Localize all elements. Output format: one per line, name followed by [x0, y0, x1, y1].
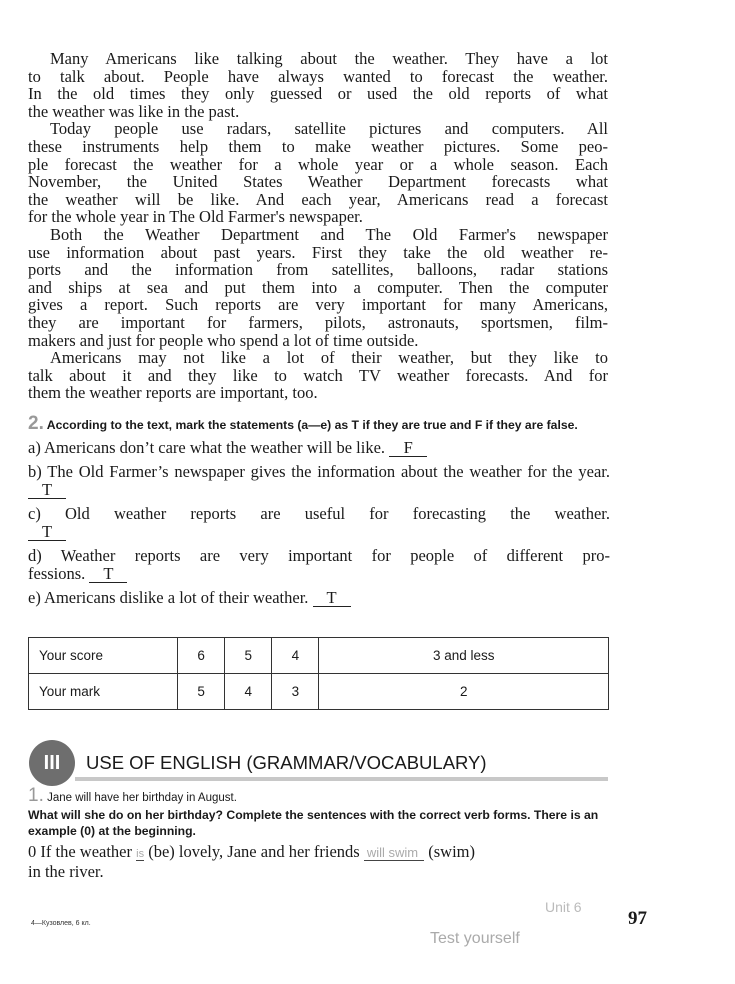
table-cell: Your mark	[29, 674, 178, 710]
answer-field[interactable]: T	[89, 566, 127, 583]
table-cell: 5	[178, 674, 225, 710]
statement-c	[28, 505, 610, 541]
section-badge: III	[29, 740, 75, 786]
sentence-text: (be) lovely, Jane and her friends	[148, 842, 360, 861]
section-label: Test yourself	[430, 930, 520, 947]
task-number: 1.	[28, 785, 44, 806]
text-line: to talk about. People have always wanted to forecast the weather.	[28, 66, 608, 86]
text-line: talk about it and they like to watch TV weather forecasts. And for	[28, 365, 608, 385]
statement-b	[28, 463, 610, 499]
task-1-instruction: What will she do on her birthday? Complete the sentences with the correct verb forms. There is an example (0) at the beginning.	[28, 808, 599, 838]
statement-e	[28, 589, 610, 607]
table-cell: 6	[178, 638, 225, 674]
text-line: November, the United States Weather Department forecasts what	[28, 172, 608, 192]
sentence-text: in the river.	[28, 862, 104, 881]
statement-d	[28, 547, 610, 583]
page-number: 97	[628, 908, 647, 929]
sentence-text: 0 If the weather	[28, 842, 132, 861]
table-cell: 4	[272, 638, 319, 674]
reading-text	[28, 50, 608, 402]
section-divider	[75, 777, 608, 781]
statement-text: fessions.	[28, 564, 86, 583]
text-line: them the weather reports are important, too.	[28, 383, 318, 403]
table-cell: 3 and less	[319, 638, 609, 674]
paragraph-1	[28, 50, 608, 120]
task-1-intro	[28, 785, 610, 807]
example-sentence	[28, 843, 610, 881]
instruction-text: According to the text, mark the statements (a—e) as T if they are true and F if they are false.	[46, 418, 578, 432]
statement-text: d) Weather reports are very important for people of different pro-	[28, 546, 610, 565]
paragraph-4	[28, 349, 608, 402]
text-line: the weather will be like. And each year, Americans read a forecast	[28, 189, 608, 209]
paragraph-3	[28, 226, 608, 349]
text-line: makers and just for people who spend a lot of time outside.	[28, 330, 419, 350]
text-line: ple forecast the weather for a whole year or a whole season. Each	[28, 154, 608, 174]
text-line: In the old times they only guessed or used the old reports of what	[28, 84, 608, 104]
table-cell: 5	[225, 638, 272, 674]
table-cell: 2	[319, 674, 609, 710]
text-line: Americans may not like a lot of their weather, but they like to	[50, 348, 608, 368]
text-line: Today people use radars, satellite pictures and computers. All	[50, 119, 608, 139]
unit-label: Unit 6	[545, 899, 582, 915]
table-row	[29, 638, 609, 674]
paragraph-2	[28, 120, 608, 226]
text-line: ports and the information from satellites, balloons, radar stations	[28, 260, 608, 280]
table-row	[29, 674, 609, 710]
section-title: USE OF ENGLISH (GRAMMAR/VOCABULARY)	[86, 752, 487, 773]
text-line: the weather was like in the past.	[28, 101, 240, 121]
imprint: 4—Кузовлев, 6 кл.	[31, 920, 91, 927]
sentence-text: (swim)	[428, 842, 475, 861]
text-line: they are important for farmers, pilots, astronauts, sportsmen, film-	[28, 312, 608, 332]
answer-field[interactable]: T	[28, 524, 66, 541]
example-answer: will swim	[364, 845, 424, 861]
statement-text: e) Americans dislike a lot of their weather.	[28, 588, 309, 607]
table-cell: 3	[272, 674, 319, 710]
answer-field[interactable]: T	[313, 590, 351, 607]
answer-field[interactable]: T	[28, 482, 66, 499]
text-line: Many Americans like talking about the weather. They have a lot	[50, 49, 608, 68]
score-table	[28, 637, 609, 710]
intro-text: Jane will have her birthday in August.	[47, 792, 237, 804]
task-1	[28, 785, 610, 881]
table-cell: 4	[225, 674, 272, 710]
text-line: these instruments help them to make weather pictures. Some peo-	[28, 136, 608, 156]
task-2-instruction	[28, 413, 610, 434]
statement-a	[28, 439, 610, 457]
statement-text: c) Old weather reports are useful for forecasting the weather.	[28, 504, 610, 523]
example-answer: is	[136, 848, 145, 860]
statement-text: a) Americans don’t care what the weather will be like.	[28, 438, 386, 457]
text-line: use information about past years. First they take the old weather re-	[28, 242, 608, 262]
table-cell: Your score	[29, 638, 178, 674]
statement-text: b) The Old Farmer’s newspaper gives the information about the weather for the year.	[28, 462, 610, 481]
task-2	[28, 413, 610, 607]
text-line: Both the Weather Department and The Old Farmer's newspaper	[50, 224, 608, 244]
text-line: and ships at sea and put them into a computer. Then the computer	[28, 277, 608, 297]
text-line: gives a report. Such reports are very important for many Americans,	[28, 295, 608, 315]
task-number: 2.	[28, 413, 44, 434]
answer-field[interactable]: F	[389, 440, 427, 457]
text-line: for the whole year in The Old Farmer's newspaper.	[28, 207, 363, 227]
